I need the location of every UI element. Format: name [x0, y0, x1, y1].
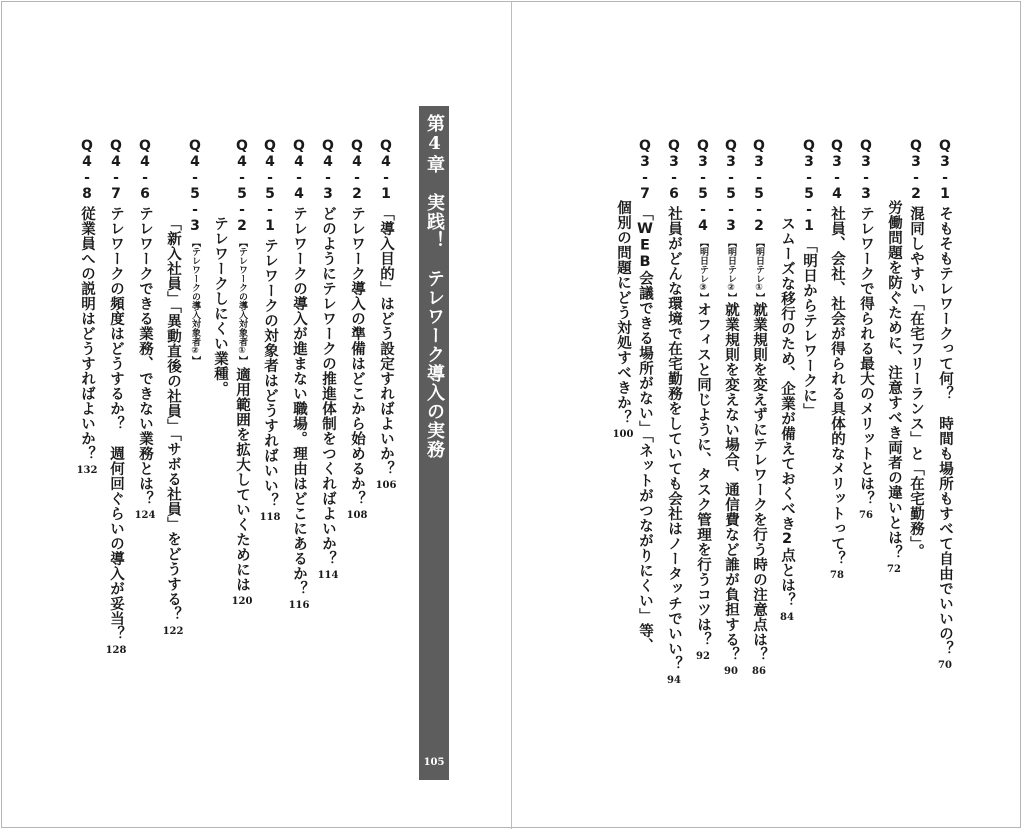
toc-entry-continued	[612, 196, 634, 440]
entry-title: 「WEB会議できる場所がない」「ネットがつながりにくい」等、	[637, 206, 653, 654]
entry-title-line2: 「新入社員」「異動直後の社員」「サボる社員」をどうする？	[165, 216, 181, 622]
toc-entry[interactable]	[934, 138, 956, 671]
entry-title: テレワーク導入の準備はどこから始めるか？	[349, 206, 365, 506]
toc-entry[interactable]	[105, 138, 127, 656]
entry-title: そもそもテレワークって何？ 時間も場所もすべて自由でいいの？	[937, 206, 953, 656]
toc-entry[interactable]	[346, 138, 368, 521]
toc-entry[interactable]	[798, 138, 820, 418]
question-number: Q 4 - 1	[380, 138, 392, 202]
entry-title: 適用範囲を拡大していくためには	[234, 367, 250, 592]
page-number: 132	[76, 465, 98, 476]
toc-entry[interactable]	[855, 138, 877, 521]
page-number: 92	[696, 651, 710, 662]
entry-title: テレワークの頻度はどうするか？ 週何回ぐらいの導入が妥当？	[108, 206, 124, 641]
page-number: 114	[317, 570, 339, 581]
page-number: 128	[105, 645, 127, 656]
page-number: 100	[612, 429, 634, 440]
question-number: Q 3 - 3	[860, 138, 872, 202]
question-number: Q 4 - 5 - 3	[189, 138, 201, 234]
page-number: 120	[231, 596, 253, 607]
page-number: 90	[724, 666, 738, 677]
toc-entry[interactable]	[317, 138, 339, 581]
question-number: Q 3 - 1	[939, 138, 951, 202]
page-number: 76	[859, 510, 873, 521]
chapter-heading[interactable]	[419, 106, 449, 780]
question-number: Q 4 - 7	[110, 138, 122, 202]
entry-title: オフィスと同じように、タスク管理を行うコツは？	[695, 302, 711, 647]
question-number: Q 3 - 4	[831, 138, 843, 202]
question-number: Q 3 - 5 - 1	[803, 138, 815, 234]
question-number: Q 4 - 4	[293, 138, 305, 202]
question-number: Q 4 - 2	[351, 138, 363, 202]
page-number: 116	[288, 600, 310, 611]
entry-title-line2: 個別の問題にどう対処すべきか？	[615, 200, 631, 425]
question-number: Q 3 - 5 - 3	[725, 138, 737, 234]
chapter-title: 第4章 実践！ テレワーク導入の実務	[424, 114, 445, 459]
page-number: 70	[938, 660, 952, 671]
entry-tag: 【テレワークの導入対象者②】	[190, 238, 200, 365]
toc-entry-continued	[883, 196, 905, 575]
page-number: 108	[346, 510, 368, 521]
toc-entry-continued	[209, 212, 231, 396]
page-number: 118	[259, 512, 281, 523]
entry-title: 混同しやすい「在宅フリーランス」と「在宅勤務」。	[908, 206, 924, 559]
question-number: Q 4 - 8	[81, 138, 93, 202]
page-number: 124	[134, 510, 156, 521]
page-number: 86	[752, 666, 766, 677]
toc-entry[interactable]	[634, 138, 656, 653]
entry-title-line2: 労働問題を防ぐために、注意すべき両者の違いとは？	[886, 200, 902, 560]
toc-entry[interactable]	[184, 138, 206, 365]
entry-title: テレワークで得られる最大のメリットとは？	[858, 206, 874, 506]
question-number: Q 4 - 3	[322, 138, 334, 202]
entry-title: 就業規則を変えずにテレワークを行う時の注意点は？	[751, 302, 767, 662]
question-number: Q 3 - 5 - 2	[753, 138, 765, 234]
entry-tag: 【テレワークの導入対象者①】	[237, 238, 247, 365]
entry-title-line2: スムーズな移行のため、企業が備えておくべき2点とは？	[779, 216, 795, 608]
toc-entry[interactable]	[76, 138, 98, 476]
question-number: Q 3 - 6	[668, 138, 680, 202]
entry-title-line2: テレワークしにくい業種。	[212, 216, 228, 396]
toc-entry-continued	[776, 212, 798, 623]
question-number: Q 4 - 5 - 2	[236, 138, 248, 234]
question-number: Q 3 - 5 - 4	[697, 138, 709, 234]
toc-entry[interactable]	[134, 138, 156, 521]
toc-entry[interactable]	[826, 138, 848, 581]
question-number: Q 4 - 5 - 1	[264, 138, 276, 234]
page-number: 106	[375, 480, 397, 491]
toc-entry[interactable]	[905, 138, 927, 559]
entry-title: どのようにテレワークの推進体制をつくればよいか？	[320, 206, 336, 566]
toc-entry[interactable]	[748, 138, 770, 677]
entry-title: 従業員への説明はどうすればよいか？	[79, 206, 95, 461]
entry-tag: 【明日テレ③】	[698, 238, 708, 302]
toc-entry[interactable]	[375, 138, 397, 491]
chapter-page-number: 105	[423, 757, 445, 768]
question-number: Q 3 - 7	[639, 138, 651, 202]
book-gutter	[511, 1, 512, 829]
toc-entry[interactable]	[663, 138, 685, 686]
toc-entry[interactable]	[259, 138, 281, 523]
toc-entry[interactable]	[720, 138, 742, 677]
entry-tag: 【明日テレ①】	[754, 238, 764, 302]
page-number: 84	[780, 611, 794, 623]
toc-entry[interactable]	[231, 138, 253, 607]
entry-title: テレワークの導入が進まない職場。理由はどこにあるか？	[291, 206, 307, 596]
page-number: 72	[887, 564, 901, 575]
page-number: 78	[830, 570, 844, 581]
entry-title: 「導入目的」はどう設定すればよいか？	[378, 206, 394, 476]
toc-entry-continued	[162, 212, 184, 637]
entry-title: 就業規則を変えない場合、通信費など誰が負担する？	[723, 302, 739, 662]
entry-title: テレワークの対象者はどうすればいい？	[262, 238, 278, 508]
question-number: Q 4 - 6	[139, 138, 151, 202]
toc-entry[interactable]	[692, 138, 714, 662]
question-number: Q 3 - 2	[910, 138, 922, 202]
entry-tag: 【明日テレ②】	[726, 238, 736, 302]
toc-entry[interactable]	[288, 138, 310, 611]
entry-title: 社員、会社、社会が得られる具体的なメリットって？	[829, 206, 845, 566]
page-number: 94	[667, 675, 681, 686]
entry-title: テレワークできる業務、できない業務とは？	[137, 206, 153, 506]
page-number: 122	[162, 625, 184, 637]
entry-title: 「明日からテレワークに」	[801, 238, 817, 418]
entry-title: 社員がどんな環境で在宅勤務をしていても会社はノータッチでいい？	[666, 206, 682, 671]
